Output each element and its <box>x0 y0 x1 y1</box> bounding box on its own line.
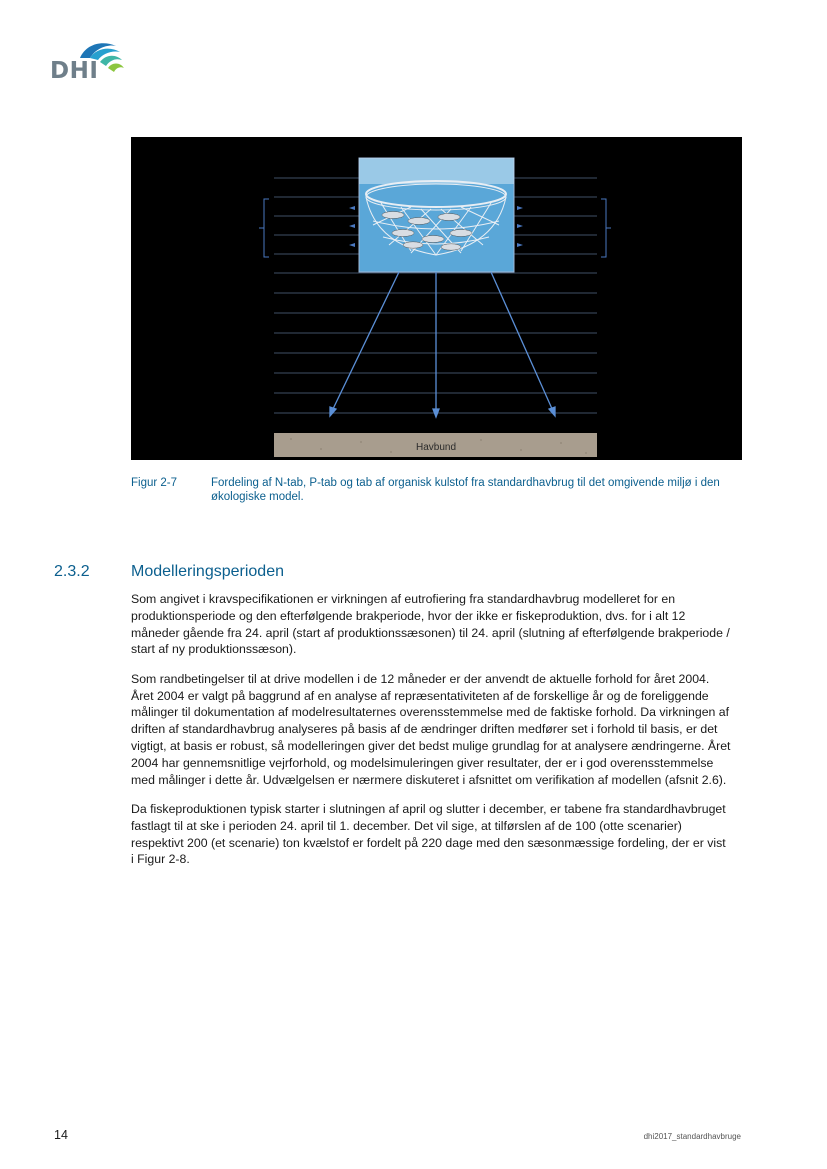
section-title: Modelleringsperioden <box>131 563 284 580</box>
seabed-label: Havbund <box>415 442 457 453</box>
dhi-logo <box>50 38 126 82</box>
caption-number: Figur 2-7 <box>131 477 178 489</box>
paragraph: Som randbetingelser til at drive modellen i de 12 måneder er der anvendt de aktuelle forhold for året 2004. Året 2004 er valgt på baggrund af en analyse af repræsentativiteten af de forskellige år og de foreliggende målinger til dokumentation af modelresultaternes overensstemmelse med de faktiske forhold. Da virkningen af driften af standardhavbrug analyseres på basis af de ændringer driften medfører set i forhold til basis, er det vigtigt, at basis er robust, så modelleringen giver det bedst mulige grundlag for at analysere ændringerne. Året 2004 har gennemsnitlige vejrforhold, og modelsimuleringen giver resultater, der er i god overensstemmelse med målinger i dette år. Udvælgelsen er nærmere diskuteret i afsnittet om verifikation af modellen (afsnit 2.6). <box>131 671 731 787</box>
aquaculture-figure <box>131 137 742 460</box>
settling-arrows <box>330 272 555 417</box>
page-number: 14 <box>54 1128 68 1142</box>
document-reference: dhi2017_standardhavbruge <box>643 1132 741 1141</box>
caption-text: Fordeling af N-tab, P-tab og tab af organisk kulstof fra standardhavbrug til det omgivende miljø i den økologiske model. <box>211 477 720 503</box>
paragraph: Da fiskeproduktionen typisk starter i slutningen af april og slutter i december, er tabene fra standardhavbruget fastlagt til at ske i perioden 24. april til 1. december. Det vil sige, at tilførslen af de 100 (otte scenarier) respektivt 200 (et scenarie) ton kvælstof er fordelt på 220 dage med den sæsonmæssige fordeling, der er vist i Figur 2-8. <box>131 801 726 867</box>
paragraph: Som angivet i kravspecifikationen er virkningen af eutrofiering fra standardhavbrug modelleret for en produktionsperiode og den efterfølgende brakperiode, hvor der ikke er fiskeproduktion, dvs. for i alt 12 måneder gående fra 24. april (start af produktionssæsonen) til 24. april (slutning af efterfølgende brakperiode / start af ny produktionssæson). <box>131 592 730 657</box>
section-body <box>131 591 731 881</box>
logo-text: DHI <box>50 58 99 84</box>
section-number: 2.3.2 <box>54 563 90 580</box>
